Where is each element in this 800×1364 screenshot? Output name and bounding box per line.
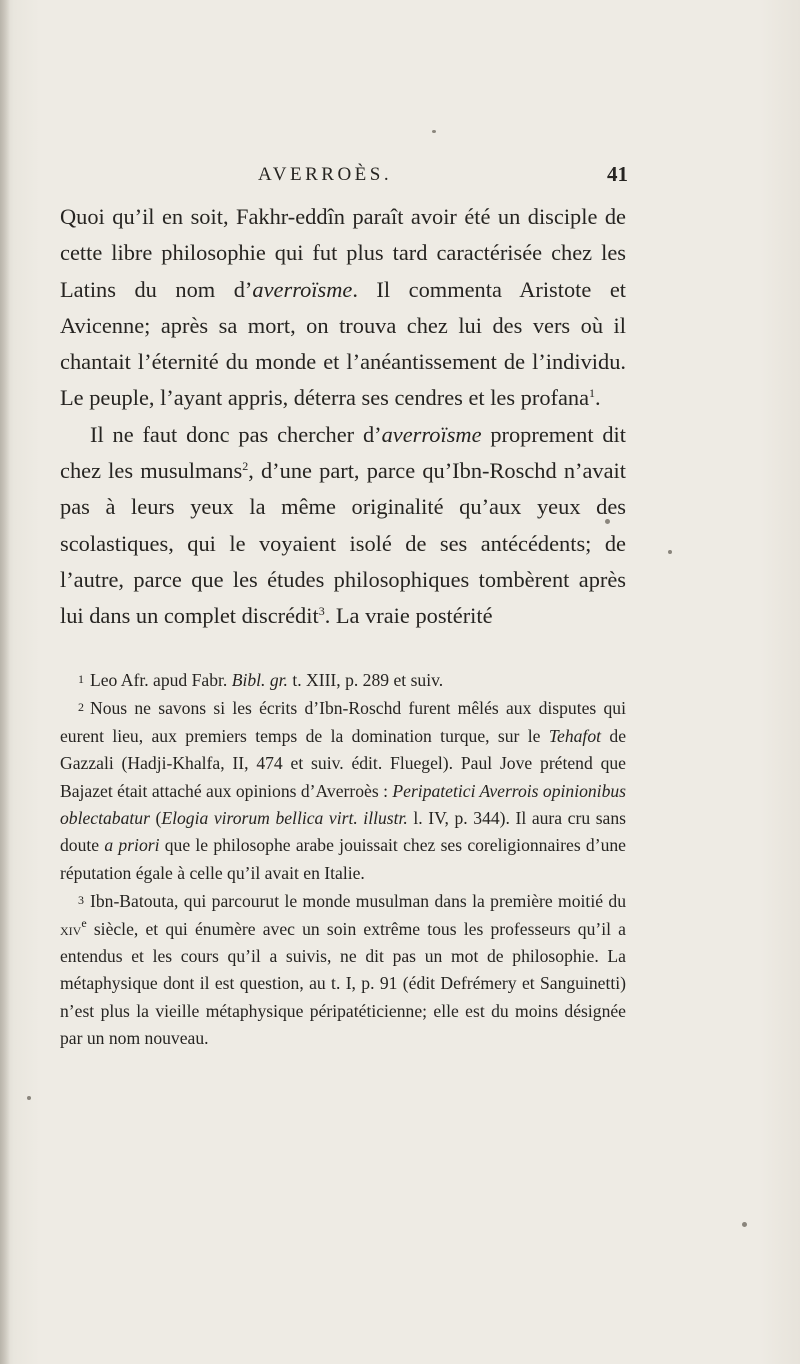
footnote-ref-2: 2 — [242, 459, 249, 474]
paper-speck — [605, 519, 610, 524]
main-text — [60, 199, 626, 635]
paper-speck — [27, 1096, 31, 1100]
paper-speck — [668, 550, 672, 554]
running-title: AVERROÈS. — [258, 164, 393, 185]
footnote-ref-1: 1 — [589, 386, 596, 401]
footnotes — [60, 666, 626, 1053]
footnote-ref-3: 3 — [318, 604, 325, 619]
paragraph-1: Quoi qu’il en soit, Fakhr-eddîn paraît avoir été un disciple de cette libre philosophie qui fut plus tard caractérisée chez les Latins du nom d’averroïsme. Il commenta Aristote et Avicenne; après sa mort, on trouva chez lui des vers où il chantait l’éternité du monde et l’anéantissement de l’individu. Le peuple, l’ayant appris, déterra ses cendres et les profana$^1$. — [60, 204, 627, 411]
binding-shadow — [0, 0, 10, 1364]
footnote-1: 1 Leo Afr. apud Fabr. Bibl. gr. t. XIII, p. 289 et suiv. — [78, 670, 444, 690]
footnote-2: 2 Nous ne savons si les écrits d’Ibn-Roschd furent mêlés aux disputes qui eurent lieu, aux premiers temps de la domination turque, sur le Tehafot de Gazzali (Hadji-Khalfa, II, 474 et suiv. édit. Fluegel). Paul Jove prétend que Bajazet était attaché aux opinions d’Averroès : Peripatetici Averrois opinionibus oblectabatur (Elogia virorum bellica virt. illustr. l. IV, p. 344). Il aura cru sans doute a priori que le philosophe arabe jouissait chez ses coreligionnaires d’une réputation égale à celle qu’il avait en Italie. — [60, 698, 627, 883]
paper-speck — [742, 1222, 747, 1227]
page-number: 41 — [607, 162, 628, 186]
footnote-3: 3 Ibn-Batouta, qui parcourut le monde musulman dans la première moitié du xiv$^e$ siècle, et qui énumère avec un soin extrême tous les professeurs qu’il a entendus et les cours qu’il a suivis, ne dit pas un mot de philosophie. La métaphysique dont il est question, au t. I, p. 91 (édit Defrémery et Sanguinetti) n’est plus la vieille métaphysique péripatéticienne; elle est du moins désignée par un nom nouveau. — [60, 891, 626, 1049]
paper-speck — [432, 130, 436, 133]
paragraph-2: Il ne faut donc pas chercher d’averroïsme proprement dit chez les musulmans$^2$, d’une part, parce qu’Ibn-Roschd n’avait pas à leurs yeux la même originalité qu’aux yeux des scolastiques, qui le voyaient isolé de ses antécédents; de l’autre, parce que les études philosophiques tombèrent après lui dans un complet discrédit$^3$. La vraie postérité — [60, 421, 626, 629]
running-head — [258, 164, 628, 194]
